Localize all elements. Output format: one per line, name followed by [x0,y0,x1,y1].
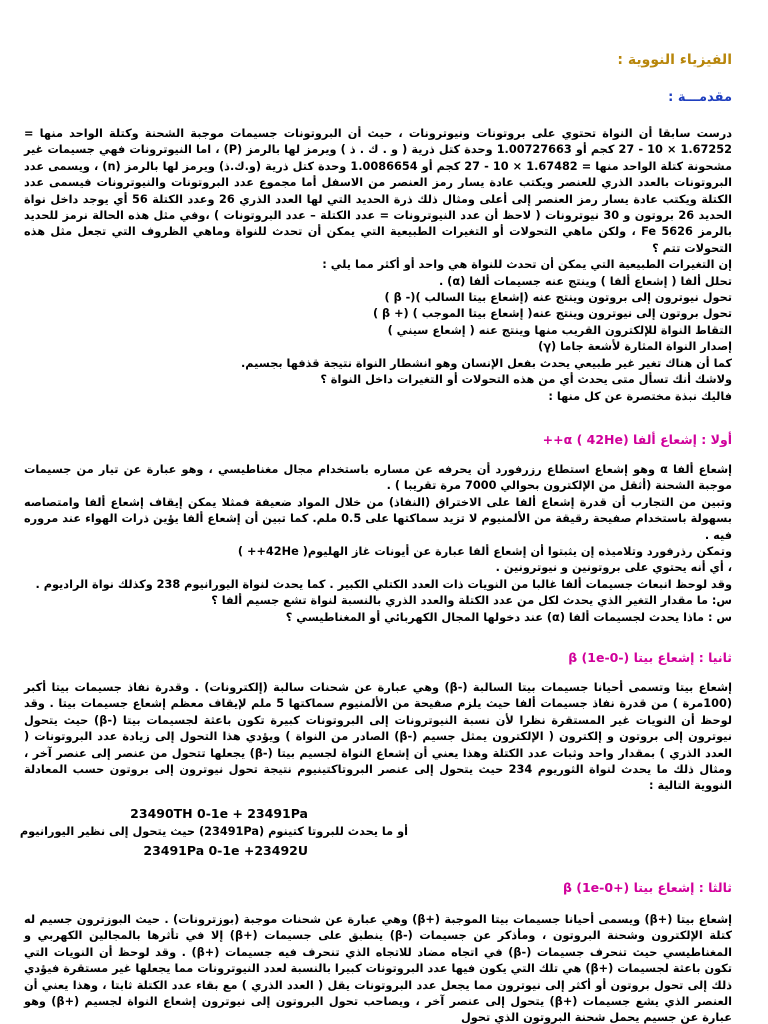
alpha-heading: أولا : إشعاع ألفا (42He ) α++ [542,432,732,447]
intro-heading: مقدمـــة : [668,90,732,105]
nuclear-equation-2: 23491Pa 0-1e +23492U [143,843,308,858]
question: س : ماذا يحدث لجسيمات ألفا (α) عند دخولها المجال الكهربائي أو المغناطيسي ؟ [285,610,732,624]
alpha-paragraph: ، أي أنه يحتوي على بروتونين و نيوترونين . [495,561,732,575]
beta-plus-paragraph: إشعاع بيتا (+β) ويسمى أحيانا جسيمات بيتا الموجبة (+β) وهي عبارة عن شحنات موجبة (بوزترونات) . حيث البوزترون جسيم له كتلة الإلكترون وشحنة البروتون ، ومأذكر عن جسيمات (-β) ينطبق على جسيمات (+β) إلا في تأثرها بالمجالين الكهربي و المغناطيسي حيث تنحرف جسيمات (-β) في اتجاه مضاد للاتجاه الذي تنحرف فيه جسيمات (+β) . وقد لوحظ أن النويات التي تكون باعثة لجسيمات (+β) هي تلك التي يكون فيها عدد البروتونات كبيرا بالنسبة لعدد النيوترونات مما يجعلها غير مستقرة فيؤدي ذلك إلى تحول بروتون أو أكثر إلى نيوترون مما يجعل عدد البروتونات يقل ( العدد الذري ) مع بقاء عدد الكتلة ثابتا ، وهذا يعني أن العنصر الذي يشع جسيمات (+β) يتحول إلى عنصر آخر ، ويصاحب تحول البروتون إلى نيوترون إشعاع النواة لجسيم (+β) وهو عبارة عن جسيم يحمل شحنة البروتون الذي تحول [24,913,732,1024]
list-item: ولاشك أنك تسأل متى يحدث أي من هذه التحولات أو التغيرات داخل النواة ؟ [320,373,732,387]
beta-plus-section [24,912,732,1024]
document-title: الفيزياء النووية : [617,52,732,68]
list-item: تحول بروتون إلى نيوترون وينتج عنه( إشعاع بيتا الموجب ) (+ β ) [372,307,732,321]
alpha-section [24,462,732,626]
beta-plus-heading: ثالثا : إشعاع بيتا (+0-1e) β [562,880,732,895]
intro-section [24,126,732,405]
question: س: ما مقدار التغير الذي يحدث لكل من عدد الكتلة والعدد الذري بالنسبة لنواة تشع جسيم ألفا ؟ [211,594,732,608]
list-item: تحول نيوترون إلى بروتون وينتج عنه (إشعاع بيتا السالب )(- β ) [384,291,732,305]
equation-note: أو ما يحدث للبروتا كتينوم (23491Pa) حيث يتحول إلى نظير اليورانيوم [19,825,408,838]
beta-minus-section [24,680,732,795]
nuclear-equation-1: 23490TH 0-1e + 23491Pa [130,806,308,821]
list-item: إصدار النواة المثارة لأشعة جاما (γ) [538,340,732,354]
alpha-paragraph: وتبين من التجارب أن قدرة إشعاع ألفا على الاختراق (النفاذ) من خلال المواد ضعيفة فمثلا يمكن إيقاف إشعاع ألفا وامتصاصه بسهولة باستخدام صفيحة رقيقة من الألمنيوم لا تزيد سماكتها على 0.5 ملم. كما تبين أن إشعاع ألفا يؤين ذرات الهواء عند مروره فيه . [24,495,732,542]
beta-minus-paragraph: إشعاع بيتا وتسمى أحيانا جسيمات بيتا السالبة (-β) وهي عبارة عن شحنات سالبة (إلكترونات) . وقدرة نفاذ جسيمات بيتا أكبر (100مرة ) من قدرة نفاذ جسيمات ألفا حيث يلزم صفيحة من الألمنيوم سماكتها 5 ملم لإيقاف معظم إشعاع جسيمات بيتا . وقد لوحظ أن النويات غير المستقرة نظرا لأن نسبة النيوترونات إلى البروتونات كبيرة تكون باعثة لجسيمات بيتا (-β) حيث يتحول نيوترون إلى بروتون و إلكترون ( الإلكترون يمثل جسيم (-β) الصادر من النواة ) ويؤدي هذا التحول إلى زيادة عدد البروتونات ( العدد الذري ) بمقدار واحد وثبات عدد الكتلة وهذا يعني أن إشعاع النواة لجسيم بيتا (-β) يجعلها تتحول من عنصر إلى عنصر آخر ، ومثال ذلك ما يحدث لنواة الثوريوم 234 حيث يتحول إلى عنصر البروتاكتينيوم نتيجة تحول نيوترون إلى بروتون حسب المعادلة النووية التالية : [24,681,732,793]
beta-minus-heading: ثانيا : إشعاع بيتا (-0-1e) β [568,650,732,665]
list-item: فاليك نبذة مختصرة عن كل منها : [548,389,732,403]
alpha-paragraph: وتمكن رذرفورد وتلاميذه إن يثبتوا أن إشعاع ألفا عبارة عن أيونات غاز الهليوم( 42He++ ) [237,545,732,559]
alpha-paragraph: وقد لوحظ انبعاث جسيمات ألفا غالبا من النويات ذات العدد الكتلي الكبير . كما يحدث لنواة اليورانيوم 238 وكذلك نواة الراديوم . [35,577,732,591]
list-item: تحلل ألفا ( إشعاع ألفا ) وينتج عنه جسيمات ألفا (α) . [438,274,732,288]
list-item: إن التغيرات الطبيعية التي يمكن أن تحدث للنواة هي واحد أو أكثر مما يلي : [322,258,732,272]
alpha-paragraph: إشعاع ألفا α وهو إشعاع استطاع رزرفورد أن يحرفه عن مساره باستخدام مجال مغناطيسي ، وهو عبارة عن تيار من جسيمات موجبة الشحنة (أثقل من الإلكترون بحوالي 7000 مرة تقريبا ) . [24,463,732,493]
list-item: كما أن هناك تغير غير طبيعي يحدث بفعل الإنسان وهو انشطار النواة نتيجة قذفها بجسيم. [240,356,732,370]
list-item: التقاط النواة للإلكترون القريب منها وينتج عنه ( إشعاع سيني ) [387,323,732,337]
intro-paragraph: درست سابقا أن النواة تحتوي على بروتونات ونيوترونات ، حيث أن البروتونات جسيمات موجبة الشحنة وكتلة الواحد منها = 1.67252 × 10 - 27 كجم أو 1.00727663 وحدة كتل ذرية ( و . ك . ذ ) ويرمز لها بالرمز (P) ، اما النيوترونات فهي جسيمات غير مشحونة كتلة الواحد منها = 1.67482 × 10 - 27 كجم أو 1.0086654 وحدة كتل ذرية (و.ك.ذ) ويرمز لها بالرمز (n) ، ويسمى عدد البروتونات بالعدد الذري للعنصر ويكتب عادة يسار رمز العنصر من الاسفل أما مجموع عدد البروتونات والنيوترونات فيسمى عدد الكتلة ويكتب عادة يسار رمز العنصر إلى أعلى ومثال ذلك ذرة الحديد التي لها العدد الذري 26 وعدد الكتلة 56 أي يوجد داخل نواة الحديد 26 بروتون و 30 نيوترونات ( لاحظ أن عدد النيوترونات = عدد الكتلة – عدد البروتونات ) ،وفي مثل هذه الحالة نرمز للحديد بالرمز 5626 Fe ، ولكن ماهي التحولات أو التغيرات الطبيعية التي يمكن أن تحدث للنواة وماهي الظروف التي تجعل مثل هذه التحولات تتم ؟ [24,127,733,255]
